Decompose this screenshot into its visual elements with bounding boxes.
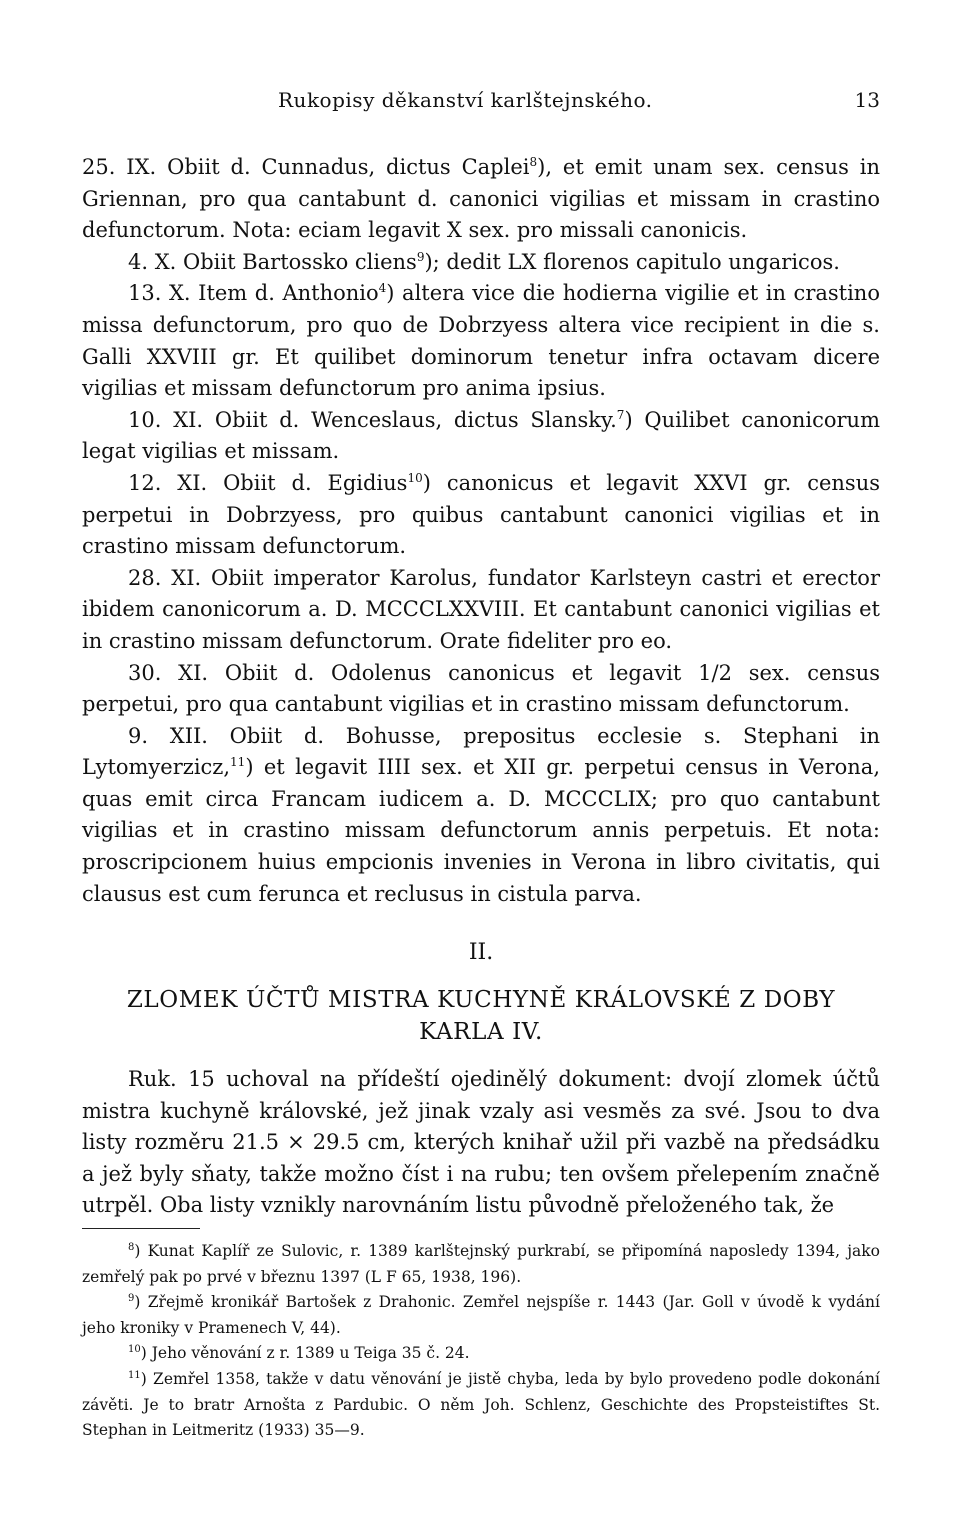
running-title: Rukopisy děkanství karlštejnského. <box>278 88 653 112</box>
entry-paragraph: 25. IX. Obiit d. Cunnadus, dictus Caplei$^8$), et emit unam sex. census in Griennan, pro qua cantabunt d. canonici vigilias et missam in crastino defunctorum. Nota: eciam legavit X sex. pro missali canonicis. <box>82 155 880 243</box>
footnote-8: $^8$) Kunat Kaplíř ze Sulovic, r. 1389 karlštejnský purkrabí, se připomíná naposledy 1394, jako zemřelý pak po prvé v březnu 1397 (L F 65, 1938, 196). <box>82 1241 880 1286</box>
entry-paragraph: 12. XI. Obiit d. Egidius$^{10}$) canonicus et legavit XXVI gr. census perpetui in Dobrzyess, pro quibus cantabunt canonici vigilias et in crastino missam defunctorum. <box>82 470 881 559</box>
section-numeral: II. <box>468 940 494 965</box>
footnote-ref[interactable]: 4 <box>378 281 387 296</box>
entry-paragraph: 9. XII. Obiit d. Bohusse, prepositus ecclesie s. Stephani in Lytomyerzicz,$^{11}$) et legavit IIII sex. et XII gr. perpetui census in Verona, quas emit circa Francam iudicem a. D. MCCCLIX; pro quo cantabunt vigilias et in crastino missam defunctorum annis perpetuis. Et nota: proscripcionem huius empcionis invenies in Verona in libro civitatis, qui clausus est cum ferunca et reclusus in cistula parva. <box>82 723 880 906</box>
entry-paragraph: 28. XI. Obiit imperator Karolus, fundator Karlsteyn castri et erector ibidem canonicorum a. D. MCCCLXXVIII. Et cantabunt canonici vigilias et in crastino missam defunctorum. Orate fideliter pro eo. <box>82 565 880 653</box>
entry-paragraph: 13. X. Item d. Anthonio$^4$) altera vice die hodierna vigilie et in crastino missa defunctorum, pro quo de Dobrzyess altera vice recipient in die s. Galli XXVIII gr. Et quilibet dominorum tenetur infra octavam dicere vigilias et missam defunctorum pro anima ipsius. <box>82 281 880 401</box>
running-header <box>82 88 880 118</box>
entry-paragraph: 30. XI. Obiit d. Odolenus canonicus et legavit 1/2 sex. census perpetui, pro qua cantabunt vigilias et in crastino missam defunctorum. <box>82 660 880 717</box>
fraction: 1/2 <box>698 660 732 685</box>
obituary-entries <box>82 152 880 910</box>
footnote-divider <box>82 1228 200 1229</box>
footnote-ref[interactable]: 11 <box>230 755 246 770</box>
entry-paragraph: 4. X. Obiit Bartossko cliens$^9$); dedit LX florenos capitulo ungaricos. <box>128 249 840 274</box>
page-number: 13 <box>854 88 880 112</box>
footnote-9: $^9$) Zřejmě kronikář Bartošek z Drahonic. Zemřel nejspíše r. 1443 (Jar. Goll v úvodě k vydání jeho kroniky v Pramenech V, 44). <box>82 1293 880 1337</box>
section-heading <box>82 984 880 1048</box>
footnote-ref[interactable]: 7 <box>616 407 625 422</box>
footnote-11: $^{11}$) Zemřel 1358, takže v datu věnování je jistě chyba, leda by bylo provedeno podle dokonání závěti. Je to bratr Arnošta z Pardubic. O něm Joh. Schlenz, Geschichte des Propsteistiftes St. Stephan in Leitmeritz (1933) 35—9. <box>82 1369 880 1440</box>
section-heading-line-2: KARLA IV. <box>419 1019 543 1045</box>
footnotes <box>82 1239 880 1444</box>
section-paragraph: Ruk. 15 uchoval na přídeští ojedinělý dokument: dvojí zlomek účtů mistra kuchyně královské, jež jinak vzaly asi vesměs za své. Jsou to dva listy rozměru 21.5 × 29.5 cm, kterých knihař užil při vazbě na předsádku a jež byly sňaty, takže možno číst i na rubu; ten ovšem přelepením značně utrpěl. Oba listy vznikly narovnáním listu původně přeloženého tak, že <box>82 1067 880 1218</box>
section-heading-line-1: ZLOMEK ÚČTŮ MISTRA KUCHYNĚ KRÁLOVSKÉ Z DOBY <box>126 987 836 1013</box>
footnote-10: $^{10}$) Jeho věnování z r. 1389 u Teiga 35 č. 24. <box>128 1344 470 1363</box>
footnote-ref[interactable]: 10 <box>407 470 423 485</box>
footnote-ref[interactable]: 9 <box>416 249 425 264</box>
footnote-ref[interactable]: 8 <box>529 155 538 169</box>
section-body <box>82 1064 880 1222</box>
entry-paragraph: 10. XI. Obiit d. Wenceslaus, dictus Slansky.$^7$) Quilibet canonicorum legat vigilias et missam. <box>82 407 880 464</box>
